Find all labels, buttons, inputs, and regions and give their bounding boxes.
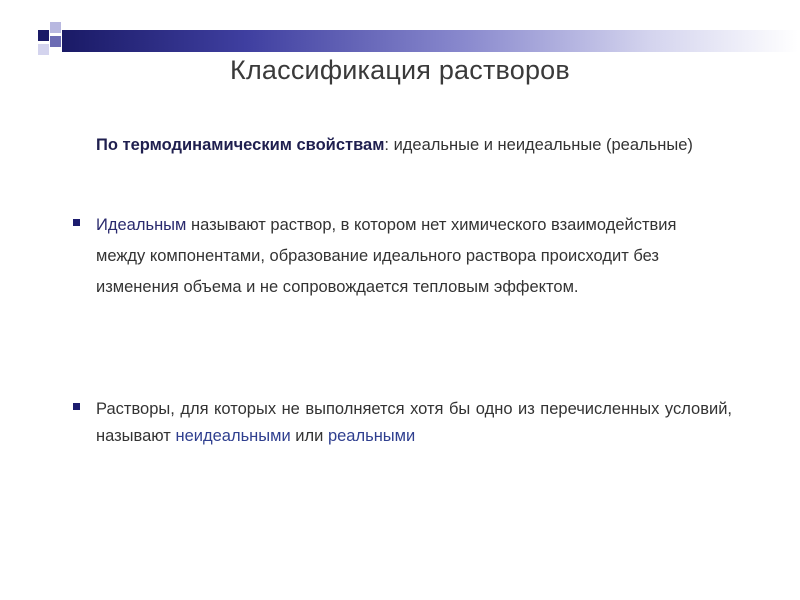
ideal-definition-text: называют раствор, в котором нет химического взаимодействия между компонентами, образование идеального раствора происходит без изменения объема и не сопровождается тепловым эффектом.: [96, 216, 677, 296]
bullet-marker-1: [73, 219, 80, 226]
nonideal-text-middle: или: [290, 427, 328, 445]
intro-paragraph: [96, 132, 716, 158]
term-ideal: Идеальным: [96, 216, 187, 234]
bullet-marker-2: [73, 403, 80, 410]
nonideal-text-before: Растворы, для которых не выполняется хотя бы одно из перечисленных условий, называют: [96, 400, 732, 445]
square-pale: [38, 44, 49, 55]
intro-rest: : идеальные и неидеальные (реальные): [384, 136, 693, 154]
slide-title: Классификация растворов: [230, 55, 570, 85]
bullet-paragraph-nonideal: [96, 396, 732, 450]
square-navy: [38, 30, 49, 41]
term-nonideal: неидеальными: [175, 427, 291, 445]
term-real: реальными: [327, 427, 416, 445]
header-gradient-bar: [62, 30, 798, 52]
bullet-paragraph-ideal: [96, 210, 706, 303]
square-mid: [50, 36, 61, 47]
intro-bold: По термодинамическим свойствам: [96, 136, 385, 154]
square-light: [50, 22, 61, 33]
